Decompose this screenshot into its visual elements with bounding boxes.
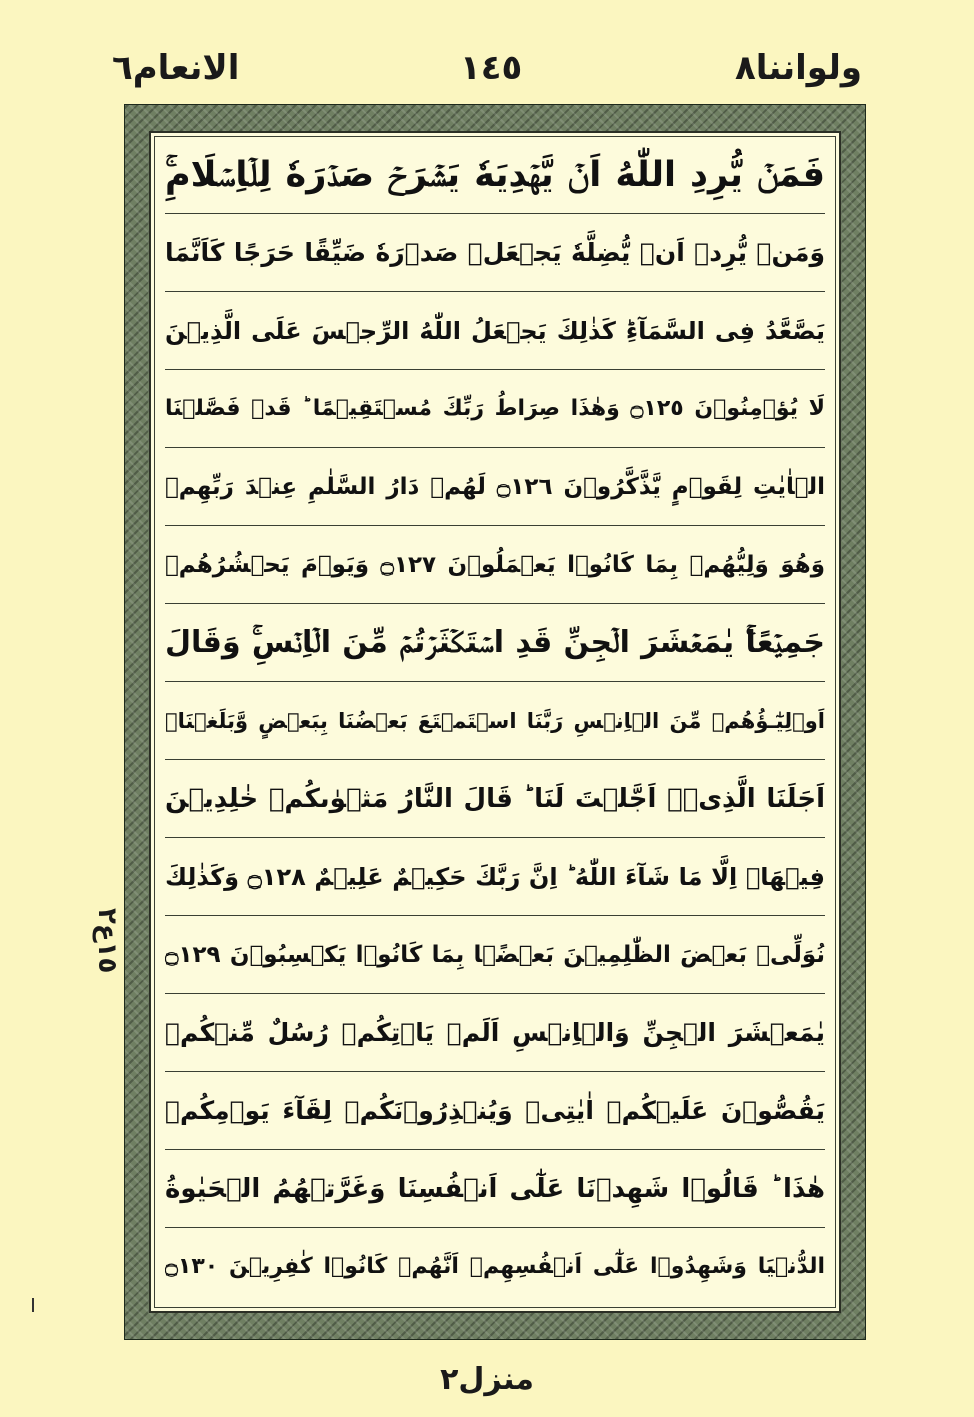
verse-line: لَا يُؤۡمِنُوۡنَ‏ ۝١٢٥ وَهٰذَا صِرَاطُ رَبِّكَ مُسۡتَقِيۡمًا ​ؕ قَدۡ فَصَّلۡنَا — [165, 371, 825, 448]
verse-line: جَمِيۡعًا​ۚ يٰمَعۡشَرَ الۡجِنِّ قَدِ اسۡتَكۡثَرۡتُمۡ مِّنَ الۡاِنۡسِ​ۚ وَقَالَ — [165, 605, 825, 682]
ruku-marker: ١٥ع٢ — [92, 908, 122, 974]
margin-tick — [32, 1298, 34, 1312]
surah-name: الانعام٦ — [112, 48, 240, 88]
verse-line: الدُّنۡيَا وَشَهِدُوۡا عَلٰٓى اَنۡفُسِهِمۡ اَنَّهُمۡ كَانُوۡا كٰفِرِيۡنَ‏ ۝١٣٠ — [165, 1254, 825, 1279]
verse-line: الۡاٰيٰتِ لِقَوۡمٍ يَّذَّكَّرُوۡنَ‏ ۝١٢٦ لَهُمۡ دَارُ السَّلٰمِ عِنۡدَ رَبِّهِمۡ — [165, 449, 825, 526]
verse-line: اَجَلَنَا الَّذِىۡۤ اَجَّلۡتَ لَنَا​ ؕ قَالَ النَّارُ مَثۡوٰٮكُمۡ خٰلِدِيۡنَ — [165, 761, 825, 838]
decorative-border — [124, 104, 866, 1340]
verse-line: فِيۡهَاۤ اِلَّا مَا شَآءَ اللّٰهُ​ ؕ اِنَّ رَبَّكَ حَكِيۡمٌ عَلِيۡمٌ‏ ۝١٢٨ وَكَذٰلِكَ — [165, 839, 825, 916]
verse-line: وَهُوَ وَلِيُّهُمۡ بِمَا كَانُوۡا يَعۡمَلُوۡنَ‏ ۝١٢٧ وَيَوۡمَ يَحۡشُرُهُمۡ — [165, 527, 825, 604]
verse-line: وَمَنۡ يُّرِدۡ اَنۡ يُّضِلَّهٗ يَجۡعَلۡ صَدۡرَهٗ ضَيِّقًا حَرَجًا كَاَنَّمَا — [165, 215, 825, 292]
juz-name: ولواننا٨ — [734, 48, 862, 88]
verse-line: نُوَلِّىۡ بَعۡضَ الظّٰلِمِيۡنَ بَعۡضًۢا بِمَا كَانُوۡا يَكۡسِبُوۡنَ‏ ۝١٢٩ — [165, 917, 825, 994]
verse-line: يٰمَعۡشَرَ الۡجِنِّ وَالۡاِنۡسِ اَلَمۡ يَاۡتِكُمۡ رُسُلٌ مِّنۡكُمۡ — [165, 995, 825, 1072]
verse-line: هٰذَا​ ؕ قَالُوۡا شَهِدۡنَا عَلٰٓى اَنۡفُسِنَا​ وَغَرَّتۡهُمُ الۡحَيٰوةُ — [165, 1151, 825, 1228]
verse-line: فَمَنۡ يُّرِدِ اللّٰهُ اَنۡ يَّهۡدِيَهٗ يَشۡرَحۡ صَدۡرَهٗ لِلۡاِسۡلَامِ​ۚ — [165, 137, 825, 214]
verse-line: اَوۡلِيٰٓـؤُهُمۡ مِّنَ الۡاِنۡسِ رَبَّنَا اسۡتَمۡتَعَ بَعۡضُنَا بِبَعۡضٍ وَّبَلَغۡنَاۤ — [165, 683, 825, 760]
verse-line: يَقُصُّوۡنَ عَلَيۡكُمۡ اٰيٰتِىۡ وَيُنۡذِرُوۡنَكُمۡ لِقَآءَ يَوۡمِكُمۡ — [165, 1073, 825, 1150]
manzil-label: منزل٢ — [440, 1362, 534, 1397]
verse-line: يَصَّعَّدُ فِى السَّمَآءِ​ؕ كَذٰلِكَ يَجۡعَلُ اللّٰهُ الرِّجۡسَ عَلَى الَّذِيۡنَ — [165, 293, 825, 370]
page-header — [0, 48, 974, 98]
page-number: ١٤٥ — [460, 48, 523, 88]
text-panel — [149, 131, 841, 1313]
